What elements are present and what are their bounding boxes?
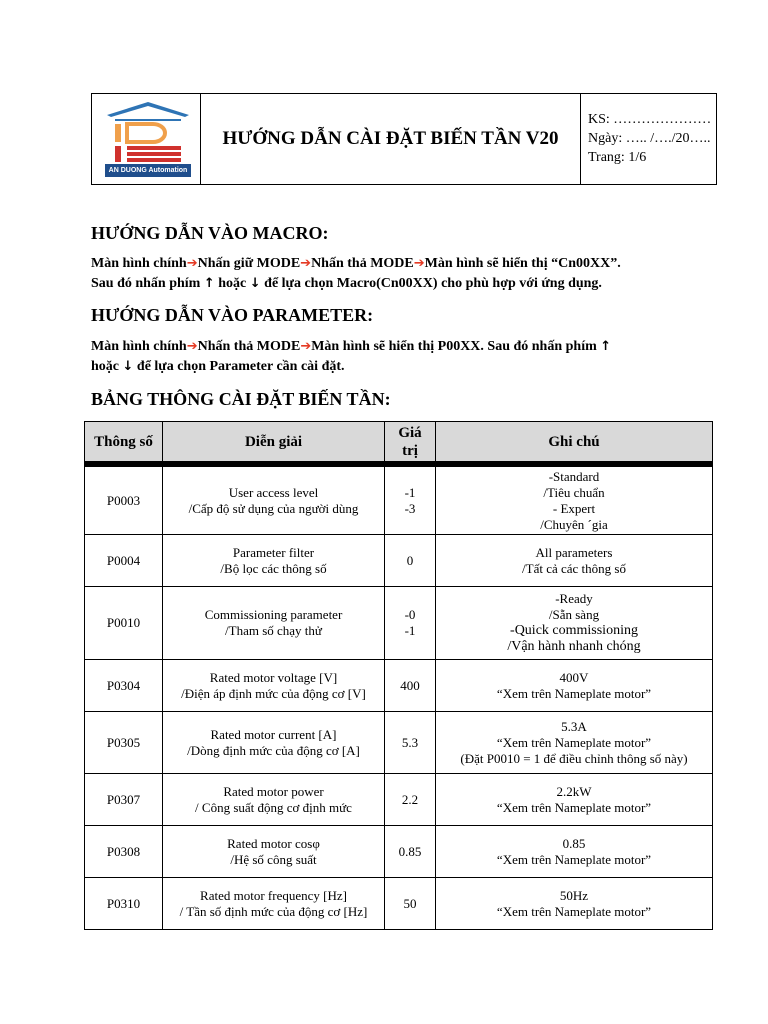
parameter-table — [84, 421, 713, 930]
cell-notes-line: /Chuyên ´gia — [540, 516, 608, 532]
arrow-down-icon: ↓ — [122, 359, 134, 374]
cell-param: P0304 — [85, 660, 163, 712]
macro-instruction — [91, 254, 621, 294]
cell-param: P0307 — [85, 774, 163, 826]
parameter-instruction — [91, 337, 611, 377]
param-line-2 — [91, 357, 611, 377]
cell-notes-line: All parameters — [535, 544, 613, 560]
table-row — [85, 774, 713, 826]
table-row — [85, 535, 713, 587]
company-logo — [92, 94, 201, 184]
step-text: Màn hình sẽ hiển thị “Cn00XX”. — [424, 256, 621, 271]
cell-desc — [163, 774, 385, 826]
step-text: Nhấn thả MODE — [311, 256, 414, 271]
step-text: Màn hình sẽ hiển thị P00XX. Sau đó nhấn phím — [311, 339, 601, 354]
cell-notes-line: 2.2kW — [556, 783, 592, 799]
cell-value-line: 50 — [403, 895, 417, 911]
cell-desc-line: /Hệ số công suất — [230, 851, 317, 867]
step-text: Sau đó nhấn phím — [91, 276, 204, 291]
cell-desc — [163, 660, 385, 712]
arrow-right-icon: ➔ — [300, 256, 312, 271]
cell-value-line: 5.3 — [401, 734, 419, 750]
macro-line-2 — [91, 274, 621, 294]
cell-desc-line: Rated motor power — [223, 783, 324, 799]
cell-desc-line: /Cấp độ sử dụng của người dùng — [188, 500, 359, 516]
cell-notes-line: 400V — [559, 669, 589, 685]
table-row — [85, 712, 713, 774]
cell-value-line: 400 — [400, 677, 420, 693]
cell-desc — [163, 587, 385, 660]
table-row — [85, 660, 713, 712]
cell-notes-line: “Xem trên Nameplate motor” — [496, 734, 652, 750]
step-text: hoặc — [91, 359, 123, 374]
cell-notes-line: “Xem trên Nameplate motor” — [496, 903, 652, 919]
cell-value — [385, 712, 436, 774]
arrow-down-icon: ↓ — [249, 276, 261, 291]
meta-engineer: KS: ………………… — [588, 112, 712, 127]
logo-caption: AN DUONG Automation — [105, 164, 191, 177]
cell-param: P0010 — [85, 587, 163, 660]
cell-notes-line: -Quick commissioning — [510, 623, 638, 638]
cell-value — [385, 826, 436, 878]
col-header-param: Thông số — [85, 422, 163, 462]
cell-param: P0310 — [85, 878, 163, 930]
cell-value — [385, 878, 436, 930]
cell-desc-line: Rated motor voltage [V] — [209, 669, 338, 685]
cell-notes — [436, 712, 713, 774]
table-header-row — [85, 422, 713, 462]
cell-param: P0004 — [85, 535, 163, 587]
cell-desc — [163, 826, 385, 878]
macro-heading: HƯỚNG DẪN VÀO MACRO: — [91, 223, 329, 243]
cell-param: P0305 — [85, 712, 163, 774]
cell-notes-line: 50Hz — [559, 887, 589, 903]
arrow-up-icon: ↑ — [203, 276, 215, 291]
cell-value-line: -3 — [404, 500, 416, 516]
param-line-1 — [91, 337, 611, 357]
cell-value — [385, 774, 436, 826]
step-text: Màn hình chính — [91, 256, 187, 271]
macro-line-1 — [91, 254, 621, 274]
table-row — [85, 587, 713, 660]
cell-desc — [163, 712, 385, 774]
cell-value — [385, 587, 436, 660]
document-header — [91, 93, 717, 185]
cell-notes — [436, 878, 713, 930]
step-text: Nhấn thả MODE — [197, 339, 301, 354]
table-row — [85, 467, 713, 535]
cell-notes — [436, 660, 713, 712]
cell-value — [385, 660, 436, 712]
step-text: để lựa chọn Macro(Cn00XX) cho phù hợp với ứng dụng. — [260, 276, 602, 291]
cell-value — [385, 467, 436, 535]
cell-param: P0003 — [85, 467, 163, 535]
cell-notes-line: -Standard — [548, 468, 600, 484]
cell-desc-line: Parameter filter — [232, 544, 315, 560]
cell-desc — [163, 535, 385, 587]
cell-desc — [163, 467, 385, 535]
cell-notes-line: /Vận hành nhanh chóng — [507, 639, 641, 654]
table-heading: BẢNG THÔNG CÀI ĐẶT BIẾN TẦN: — [91, 389, 391, 409]
cell-notes — [436, 826, 713, 878]
cell-notes — [436, 535, 713, 587]
document-title: HƯỚNG DẪN CÀI ĐẶT BIẾN TẦN V20 — [201, 94, 581, 184]
cell-desc-line: /Điện áp định mức của động cơ [V] — [181, 685, 366, 701]
step-text: để lựa chọn Parameter cần cài đặt. — [133, 359, 345, 374]
cell-notes-line: (Đặt P0010 = 1 để điều chỉnh thông số này) — [460, 750, 688, 766]
meta-date: Ngày: ….. /…./20….. — [588, 131, 711, 146]
arrow-right-icon: ➔ — [413, 256, 425, 271]
step-text: Nhấn giữ MODE — [197, 256, 301, 271]
cell-desc-line: / Công suất động cơ định mức — [195, 799, 352, 815]
cell-desc-line: User access level — [228, 484, 319, 500]
cell-notes-line: “Xem trên Nameplate motor” — [496, 851, 652, 867]
cell-notes-line: - Expert — [552, 500, 596, 516]
cell-value — [385, 535, 436, 587]
cell-desc-line: Rated motor cosφ — [227, 835, 320, 851]
document-meta — [581, 94, 716, 184]
cell-desc-line: Commissioning parameter — [204, 607, 343, 622]
step-text: Màn hình chính — [91, 339, 187, 354]
step-text: hoặc — [214, 276, 250, 291]
cell-desc-line: /Tham số chạy thử — [225, 623, 322, 638]
table-row — [85, 826, 713, 878]
col-header-desc: Diễn giải — [163, 422, 385, 462]
cell-desc-line: Rated motor current [A] — [210, 726, 337, 742]
cell-notes-line: “Xem trên Nameplate motor” — [496, 799, 652, 815]
col-header-notes: Ghi chú — [436, 422, 713, 462]
cell-desc-line: /Bộ lọc các thông số — [220, 560, 327, 576]
cell-notes-line: /Tất cả các thông số — [522, 560, 626, 576]
cell-desc-line: /Dòng định mức của động cơ [A] — [187, 742, 360, 758]
cell-value-line: 0.85 — [398, 843, 422, 859]
cell-notes — [436, 774, 713, 826]
cell-desc-line: Rated motor frequency [Hz] — [200, 887, 347, 903]
meta-page: Trang: 1/6 — [588, 150, 647, 165]
cell-value-line: -1 — [404, 484, 416, 500]
cell-notes-line: “Xem trên Nameplate motor” — [496, 685, 652, 701]
cell-param: P0308 — [85, 826, 163, 878]
table-row — [85, 878, 713, 930]
cell-value-line: -0 — [404, 607, 416, 622]
cell-notes-line: 5.3A — [561, 718, 587, 734]
cell-notes-line: /Tiêu chuẩn — [543, 484, 605, 500]
table-body — [85, 462, 713, 930]
cell-desc-line: / Tần số định mức của động cơ [Hz] — [179, 903, 368, 919]
cell-notes — [436, 587, 713, 660]
arrow-right-icon: ➔ — [186, 339, 198, 354]
parameter-heading: HƯỚNG DẪN VÀO PARAMETER: — [91, 305, 374, 325]
cell-desc — [163, 878, 385, 930]
arrow-up-icon: ↑ — [600, 339, 612, 354]
cell-value-line: -1 — [404, 623, 416, 638]
cell-value-line: 0 — [406, 552, 414, 568]
logo-mark-icon — [105, 102, 191, 164]
cell-notes-line: 0.85 — [562, 835, 586, 851]
cell-value-line: 2.2 — [401, 791, 419, 807]
cell-notes — [436, 467, 713, 535]
arrow-right-icon: ➔ — [186, 256, 198, 271]
arrow-right-icon: ➔ — [300, 339, 312, 354]
cell-notes-line: /Sẵn sàng — [548, 607, 600, 622]
cell-notes-line: -Ready — [555, 591, 593, 606]
col-header-value: Giá trị — [385, 422, 436, 462]
